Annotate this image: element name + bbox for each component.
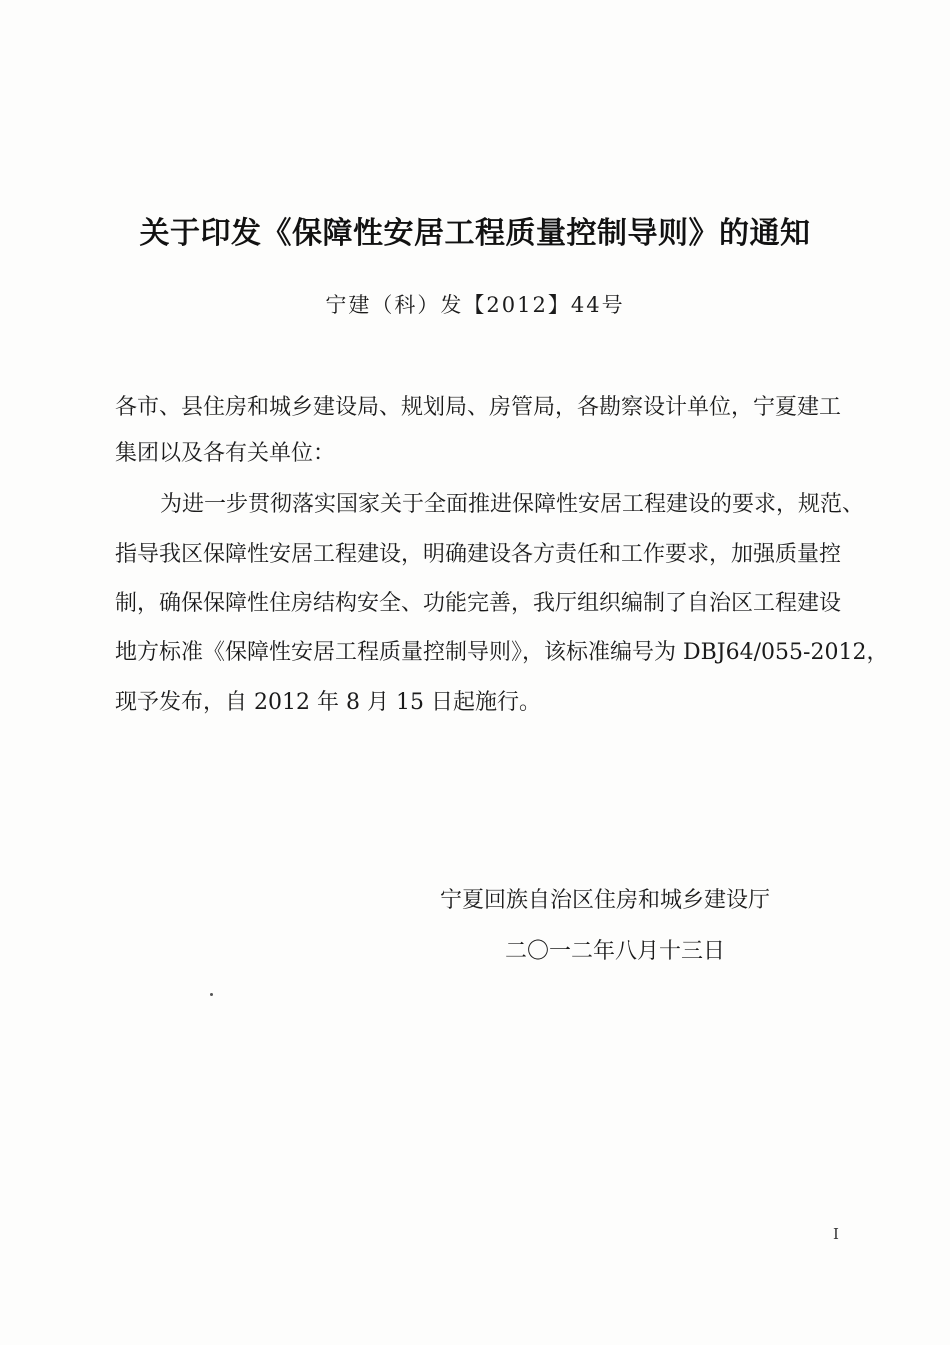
scan-speck — [210, 993, 213, 996]
body-line: 制，确保保障性住房结构安全、功能完善，我厅组织编制了自治区工程建设 — [115, 591, 842, 616]
body-line: 现予发布，自 2012 年 8 月 15 日起施行。 — [115, 690, 541, 715]
body-line: 地方标准《保障性安居工程质量控制导则》，该标准编号为 DBJ64/055-2012， — [115, 640, 889, 665]
addressee-line: 集团以及各有关单位： — [115, 441, 336, 466]
issuer-name: 宁夏回族自治区住房和城乡建设厅 — [440, 888, 771, 913]
page-number: I — [833, 1225, 839, 1243]
body-line: 指导我区保障性安居工程建设，明确建设各方责任和工作要求，加强质量控 — [115, 542, 842, 567]
document-title: 关于印发《保障性安居工程质量控制导则》的通知 — [139, 216, 811, 251]
body-line: 为进一步贯彻落实国家关于全面推进保障性安居工程建设的要求，规范、 — [160, 492, 865, 517]
addressee-line: 各市、县住房和城乡建设局、规划局、房管局，各勘察设计单位，宁夏建工 — [115, 395, 842, 420]
issue-date: 二〇一二年八月十三日 — [505, 939, 726, 964]
document-number: 宁建（科）发【2012】44号 — [325, 293, 625, 317]
